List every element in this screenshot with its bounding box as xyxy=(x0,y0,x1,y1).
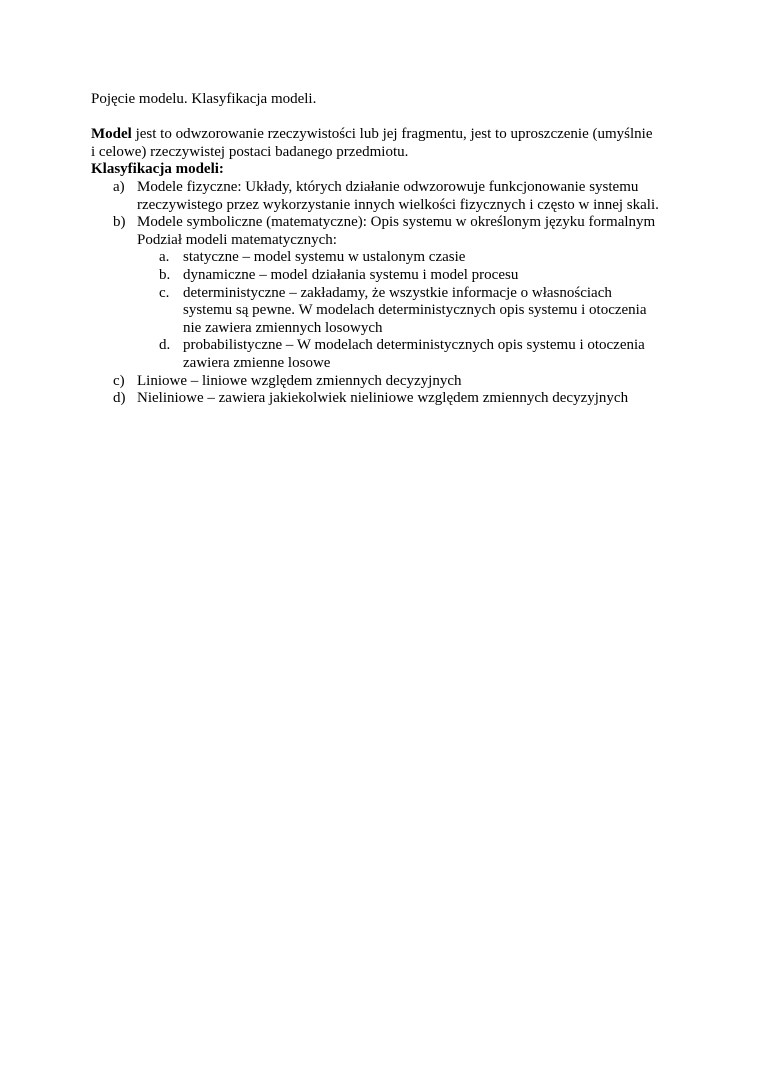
sublist-item-line: probabilistyczne – W modelach deterministycznych opis systemu i otoczenia xyxy=(183,337,645,354)
sublist-item-deterministic xyxy=(91,285,681,338)
list-marker: a) xyxy=(113,178,125,195)
list-marker: d) xyxy=(113,390,126,407)
definition-line-2: i celowe) rzeczywistej postaci badanego przedmiotu. xyxy=(91,143,409,160)
list-marker: b) xyxy=(113,214,126,231)
sublist-item-line: systemu są pewne. W modelach deterministycznych opis systemu i otoczenia xyxy=(183,302,647,319)
definition-paragraph xyxy=(91,126,681,161)
sublist-marker: c. xyxy=(159,284,170,301)
sublist-item-line: dynamiczne – model działania systemu i model procesu xyxy=(183,266,519,283)
list-item-line: Liniowe – liniowe względem zmiennych decyzyjnych xyxy=(137,372,462,389)
list-item-line: Modele fizyczne: Układy, których działanie odwzorowuje funkcjonowanie systemu xyxy=(137,178,639,195)
sublist-item-static xyxy=(91,249,681,267)
blank-line xyxy=(91,109,681,127)
list-item-line: rzeczywistego przez wykorzystanie innych wielkości fizycznych i często w innej skali. xyxy=(137,196,659,213)
sublist-marker: d. xyxy=(159,337,171,354)
document-title: Pojęcie modelu. Klasyfikacja modeli. xyxy=(91,91,317,107)
classification-heading: Klasyfikacja modeli: xyxy=(91,161,224,178)
sublist-marker: b. xyxy=(159,266,171,283)
list-item-linear xyxy=(91,373,681,391)
sublist-item-probabilistic xyxy=(91,337,681,372)
list-item-line: Nieliniowe – zawiera jakiekolwiek nieliniowe względem zmiennych decyzyjnych xyxy=(137,390,629,407)
list-item-line: Podział modeli matematycznych: xyxy=(137,231,337,248)
list-item-nonlinear xyxy=(91,390,681,408)
sublist-item-line: zawiera zmienne losowe xyxy=(183,354,331,371)
definition-line-1: jest to odwzorowanie rzeczywistości lub jej fragmentu, jest to uproszczenie (umyślnie xyxy=(131,126,653,143)
list-marker: c) xyxy=(113,372,125,389)
document-page xyxy=(91,91,681,408)
sublist-item-dynamic xyxy=(91,267,681,285)
sublist-item-line: statyczne – model systemu w ustalonym czasie xyxy=(183,249,466,266)
list-item-physical-models xyxy=(91,179,681,214)
sublist-marker: a. xyxy=(159,249,170,266)
sublist-item-line: deterministyczne – zakładamy, że wszystkie informacje o własnościach xyxy=(183,284,612,301)
list-item-line: Modele symboliczne (matematyczne): Opis systemu w określonym języku formalnym xyxy=(137,214,656,231)
list-item-symbolic-models xyxy=(91,214,681,249)
definition-term: Model xyxy=(91,126,132,143)
sublist-item-line: nie zawiera zmiennych losowych xyxy=(183,319,383,336)
